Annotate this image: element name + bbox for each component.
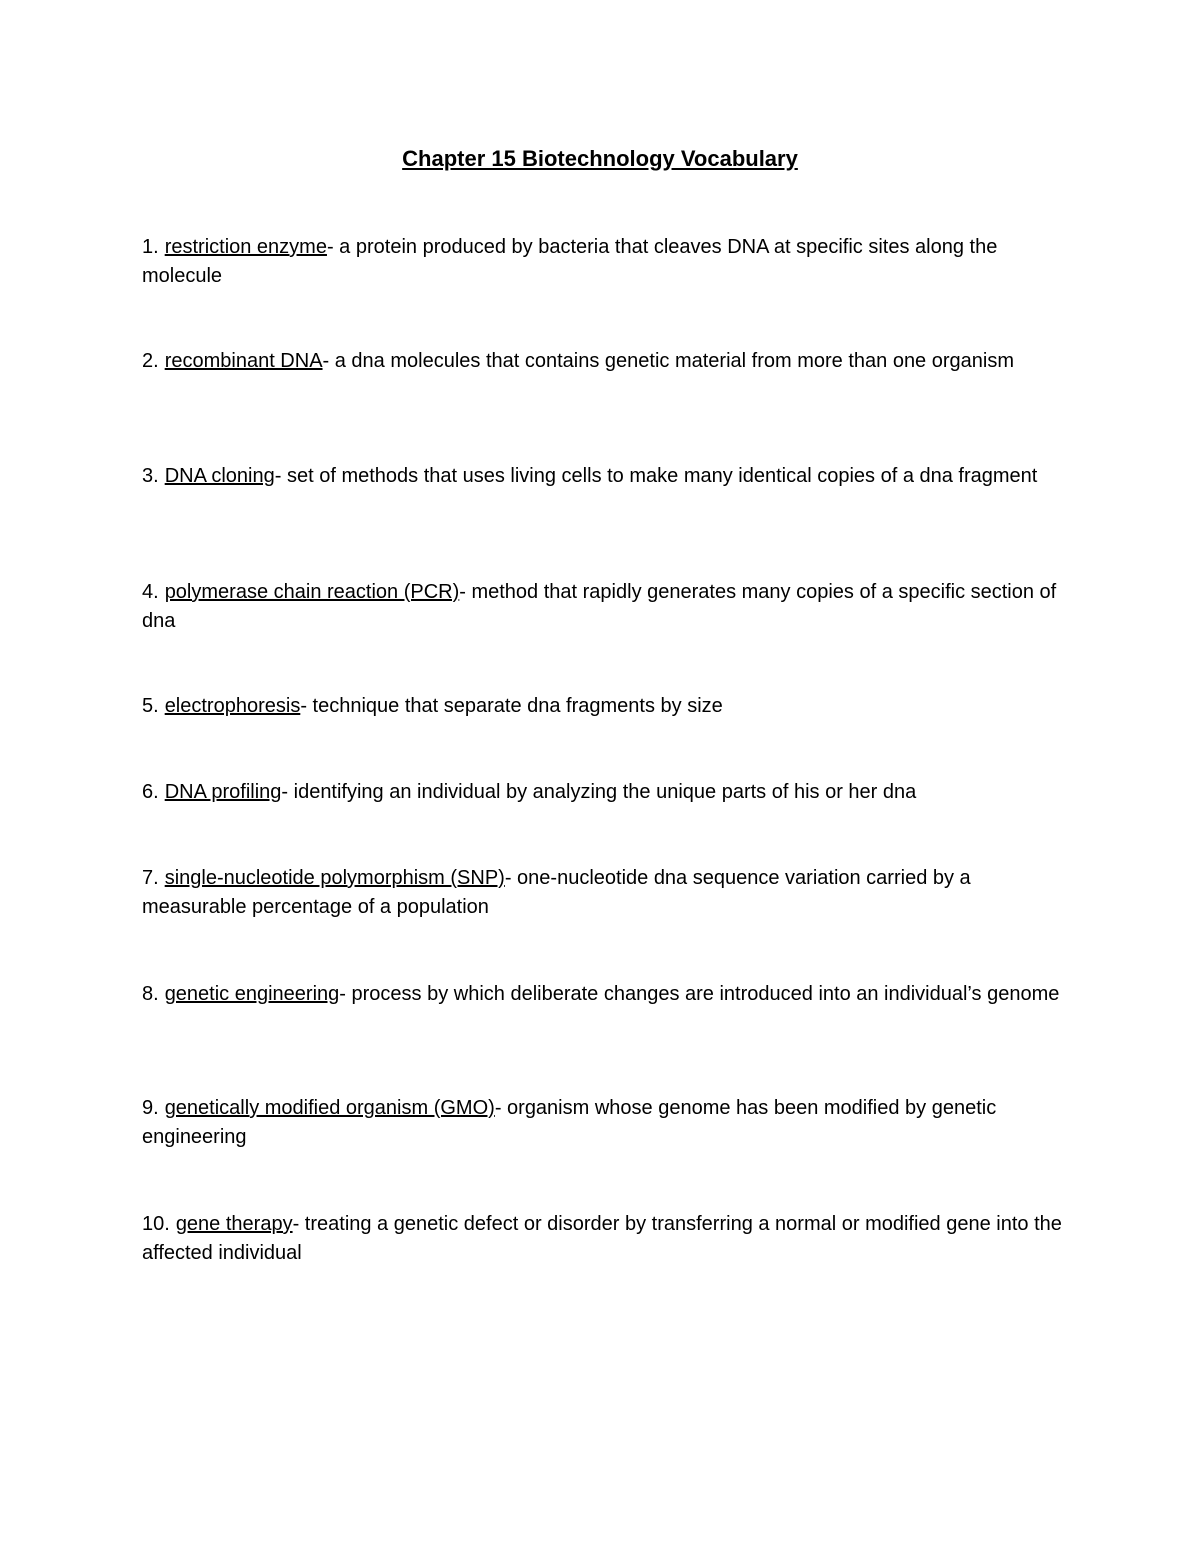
- vocab-entry: [142, 347, 1062, 376]
- entry-number: 5.: [142, 695, 159, 717]
- entry-number: 7.: [142, 867, 159, 889]
- entry-definition: - method that rapidly generates many copies of a specific section of dna: [142, 581, 1057, 632]
- entry-term: DNA profiling: [164, 781, 282, 803]
- entry-term: recombinant DNA: [164, 350, 323, 372]
- entry-term: single-nucleotide polymorphism (SNP): [164, 867, 505, 889]
- entry-number: 8.: [142, 983, 159, 1005]
- entry-number: 3.: [142, 465, 159, 487]
- entry-term: genetically modified organism (GMO): [164, 1097, 495, 1119]
- entry-number: 9.: [142, 1097, 159, 1119]
- entry-term: DNA cloning: [164, 465, 275, 487]
- entry-definition: - one-nucleotide dna sequence variation carried by a measurable percentage of a population: [142, 867, 971, 918]
- entry-definition: - a protein produced by bacteria that cleaves DNA at specific sites along the molecule: [142, 236, 998, 287]
- vocab-entry: [142, 1094, 1062, 1152]
- entry-number: 6.: [142, 781, 159, 803]
- entry-definition: - process by which deliberate changes are introduced into an individual’s genome: [339, 983, 1060, 1005]
- vocab-entry: [142, 233, 1062, 291]
- entry-term: genetic engineering: [164, 983, 340, 1005]
- vocab-entry: [142, 578, 1062, 636]
- vocab-entry: [142, 1210, 1062, 1268]
- vocab-entry: [142, 692, 1062, 721]
- vocab-entry: [142, 980, 1062, 1009]
- entry-number: 2.: [142, 350, 159, 372]
- vocab-entry: [142, 462, 1062, 491]
- entry-term: polymerase chain reaction (PCR): [164, 581, 460, 603]
- entry-number: 1.: [142, 236, 159, 258]
- entry-definition: - a dna molecules that contains genetic material from more than one organism: [322, 350, 1014, 372]
- entry-term: electrophoresis: [164, 695, 301, 717]
- entry-number: 4.: [142, 581, 159, 603]
- entry-number: 10.: [142, 1213, 170, 1235]
- entry-definition: - identifying an individual by analyzing the unique parts of his or her dna: [281, 781, 917, 803]
- page-title: Chapter 15 Biotechnology Vocabulary: [402, 146, 798, 171]
- entry-definition: - treating a genetic defect or disorder by transferring a normal or modified gene into the affected individual: [142, 1213, 1062, 1264]
- entry-term: restriction enzyme: [164, 236, 327, 258]
- entry-definition: - set of methods that uses living cells to make many identical copies of a dna fragment: [274, 465, 1038, 487]
- vocab-entry: [142, 864, 1062, 922]
- entry-definition: - organism whose genome has been modified by genetic engineering: [142, 1097, 997, 1148]
- entry-definition: - technique that separate dna fragments by size: [300, 695, 723, 717]
- entry-term: gene therapy: [175, 1213, 293, 1235]
- vocab-entry: [142, 778, 1062, 807]
